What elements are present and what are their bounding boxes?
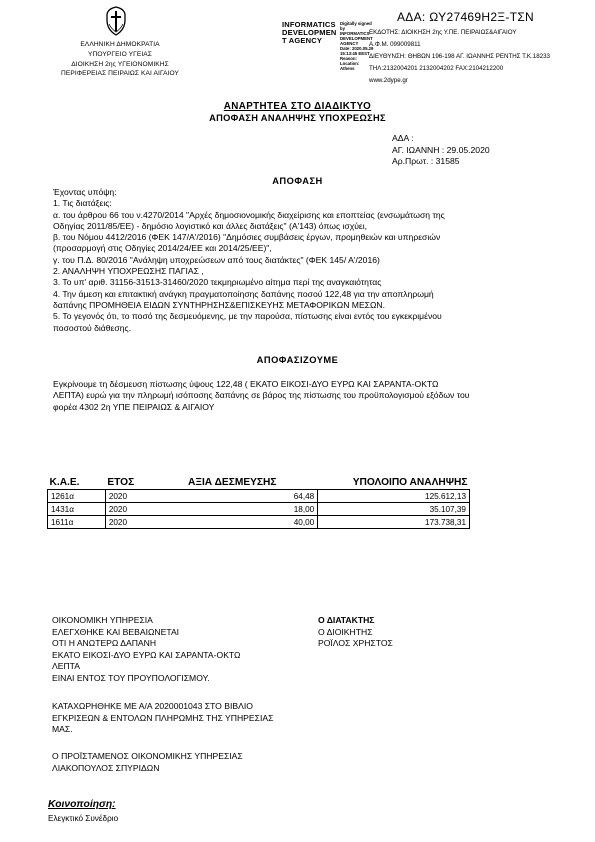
consideration-line: (προσαρμογή στις Οδηγίες 2014/24/ΕΕ και 2014/25/ΕΕ)", [53, 243, 272, 254]
ministry-line: ΥΠΟΥΡΓΕΙΟ ΥΓΕΙΑΣ [88, 50, 152, 58]
sig-line: 15:13:45 EEST [340, 51, 370, 56]
cell-commitment: 40,00 [170, 516, 318, 529]
approver-name: ΡΟΪΛΟΣ ΧΡΗΣΤΟΣ [318, 638, 393, 648]
cell-commitment: 64,48 [170, 490, 318, 503]
decide-heading: ΑΠΟΦΑΣΙΖΟΥΜΕ [256, 355, 339, 365]
cell-year: 2020 [105, 490, 170, 503]
sig-line: Date: 2020.05.29 [340, 46, 374, 51]
protocol-number: Αρ.Πρωτ. : 31585 [392, 156, 460, 166]
ministry-line: ΕΛΛΗΝΙΚΗ ΔΗΜΟΚΡΑΤΙΑ [80, 41, 160, 48]
ada-field: ΑΔΑ : [392, 133, 414, 143]
header-remaining-balance: ΥΠΟΛΟΙΠΟ ΑΝΑΛΗΨΗΣ [318, 476, 470, 490]
issuer-website: www.2dype.gr [369, 77, 408, 84]
head-fin-name: ΛΙΑΚΟΠΟΥΛΟΣ ΣΠΥΡΙΔΩΝ [52, 762, 160, 773]
header-year: ΕΤΟΣ [105, 476, 170, 490]
table-row [48, 503, 470, 516]
consideration-line: δαπάνης ΠΡΟΜΗΘΕΙΑ ΕΙΔΩΝ ΣΥΝΤΗΡΗΣΗΣ&ΕΠΙΣΚΕΥΗΣ ΜΕΤΑΦΟΡΙΚΩΝ ΜΕΣΩΝ. [53, 299, 386, 310]
commitment-text [53, 379, 553, 413]
header-kae: Κ.Α.Ε. [48, 476, 106, 490]
agency-line: T AGENCY [282, 36, 323, 46]
issuer-line: Α.Φ.Μ. 099009811 [369, 41, 421, 48]
budget-table [47, 476, 470, 529]
sig-line: INFORMATICS [340, 31, 370, 36]
cell-year: 2020 [105, 503, 170, 516]
consideration-line: Οδηγίας 2011/85/ΕΕ) - δημόσιο λογιστικό και άλλες διατάξεις" (Α'143) όπως ισχύει, [53, 220, 368, 231]
sig-line: AGENCY [340, 41, 359, 46]
header-commitment-value: ΑΞΙΑ ΔΕΣΜΕΥΣΗΣ [170, 476, 318, 490]
fin-line: ΕΙΝΑΙ ΕΝΤΟΣ ΤΟΥ ΠΡΟΥΠΟΛΟΓΙΣΜΟΥ. [52, 672, 210, 683]
recorded-line: ΕΓΚΡΙΣΕΩΝ & ΕΝΤΟΛΩΝ ΠΛΗΡΩΜΗΣ ΤΗΣ ΥΠΗΡΕΣΙΑΣ [52, 712, 274, 723]
ministry-line: ΠΕΡΙΦΕΡΕΙΑΣ ΠΕΙΡΑΙΩΣ ΚΑΙ ΑΙΓΑΙΟΥ [60, 70, 180, 78]
cell-remaining: 35.107,39 [318, 503, 470, 516]
head-fin-title: Ο ΠΡΟΪΣΤΑΜΕΝΟΣ ΟΙΚΟΝΟΜΙΚΗΣ ΥΠΗΡΕΣΙΑΣ [52, 751, 243, 761]
cell-kae: 1261α [48, 490, 106, 503]
cell-kae: 1611α [48, 516, 106, 529]
recorded-line: ΜΑΣ. [52, 724, 73, 734]
sig-line: Reason: [340, 56, 357, 61]
approver-role: Ο ΔΙΟΙΚΗΤΗΣ [318, 626, 373, 637]
approver-title: Ο ΔΙΑΤΑΚΤΗΣ [318, 615, 375, 625]
issuer-line: ΤΗΛ:2132004201 2132004202 FAX:2104212200 [369, 65, 504, 72]
sig-line: Digitally signed by [340, 21, 372, 31]
consideration-line: 4. Την άμεση και επιτακτική ανάγκη πραγματοποίησης δαπάνης ποσού 122,48 για την αποπληρωμή [53, 288, 434, 299]
ada-code-header: ΑΔΑ: ΩΥ27469Η2Ξ-ΤΣΝ [397, 10, 535, 24]
greek-emblem-icon [104, 6, 128, 36]
head-financial-block [52, 751, 243, 774]
issuer-line: ΔΙΕΥΘΥΝΣΗ: ΘΗΒΩΝ 196-198 ΑΓ. ΙΩΑΝΝΗΣ ΡΕΝΤΗΣ Τ.Κ.18233 [369, 53, 550, 60]
fin-line: ΟΙΚΟΝΟΜΙΚΗ ΥΠΗΡΕΣΙΑ [52, 615, 153, 625]
issuer-details [369, 27, 550, 87]
commitment-line: Εγκρίνουμε τη δέσμευση πίστωσης ύψους 122,48 ( ΕΚΑΤΟ ΕΙΚΟΣΙ-ΔΥΟ ΕΥΡΩ ΚΑΙ ΣΑΡΑΝΤΑ-ΟΚΤΩ [53, 379, 439, 389]
cell-remaining: 125.612,13 [318, 490, 470, 503]
consideration-line: 3. Το υπ' αριθ. 31156-31513-31460/2020 τεκμηριωμένο αίτημα περί της αναγκαιότητας [53, 277, 382, 288]
consideration-line: 2. ΑΝΑΛΗΨΗ ΥΠΟΧΡΕΩΣΗΣ ΠΑΓΙΑΣ , [53, 266, 204, 277]
commitment-line: ΛΕΠΤΑ) ευρώ για την πληρωμή ισόποσης δαπάνης σε βάρος της πίστωσης του προϋπολογισμού εξόδων του [53, 390, 470, 401]
cell-commitment: 18,00 [170, 503, 318, 516]
approver-block [318, 615, 393, 650]
cell-remaining: 173.738,31 [318, 516, 470, 529]
document-meta [392, 133, 490, 168]
commitment-line: φορέα 4302 2η ΥΠΕ ΠΕΙΡΑΙΩΣ & ΑΙΓΑΙΟΥ [53, 401, 215, 412]
sig-line: DEVELOPMENT [340, 36, 373, 41]
considerations-list [53, 187, 553, 334]
consideration-line: β. του Νόμου 4412/2016 (ΦΕΚ 147/Α'/2016) "Δημόσιες συμβάσεις έργων, προμηθειών και υπηρεσιών [53, 232, 441, 243]
sig-line: Location: Athens [340, 61, 360, 71]
consideration-line: Έχοντας υπόψη: [53, 187, 117, 197]
ministry-line: ΔΙΟΙΚΗΣΗ 2ης ΥΓΕΙΟΝΟΜΙΚΗΣ [71, 60, 169, 68]
consideration-line: 5. Το γεγονός ότι, το ποσό της δεσμευόμενης, με την παρούσα, πίστωσης είναι εντός του εγκεκριμένου [53, 311, 442, 322]
financial-service-block [52, 615, 240, 684]
ministry-block [55, 40, 185, 79]
place-date: ΑΓ. ΙΩΑΝΝΗ : 29.05.2020 [392, 144, 490, 155]
fin-line: ΛΕΠΤΑ [52, 661, 81, 671]
agency-signature-label [282, 21, 337, 46]
table-row [48, 516, 470, 529]
table-row [48, 490, 470, 503]
cell-year: 2020 [105, 516, 170, 529]
consideration-line: γ. του Π.Δ. 80/2016 "Ανάληψη υποχρεώσεων από τους διατάκτες" (ΦΕΚ 145/ Α'/2016) [53, 254, 380, 265]
consideration-line: 1. Τις διατάξεις: [53, 198, 112, 209]
fin-line: ΟΤΙ Η ΑΝΩΤΕΡΩ ΔΑΠΑΝΗ [52, 638, 157, 648]
document-subtitle: ΑΠΟΦΑΣΗ ΑΝΑΛΗΨΗΣ ΥΠΟΧΡΕΩΣΗΣ [209, 113, 386, 123]
table-header-row [48, 476, 470, 490]
agency-line: INFORMATICS [282, 20, 336, 29]
fin-line: ΕΚΑΤΟ ΕΙΚΟΣΙ-ΔΥΟ ΕΥΡΩ ΚΑΙ ΣΑΡΑΝΤΑ-ΟΚΤΩ [52, 649, 241, 660]
issuer-line: ΕΚΔΟΤΗΣ: ΔΙΟΙΚΗΣΗ 2ης Υ.ΠΕ. ΠΕΙΡΑΙΩΣ&ΑΙΓΑΙΟΥ [369, 29, 517, 36]
decision-heading: ΑΠΟΦΑΣΗ [272, 176, 323, 186]
agency-line: DEVELOPMEN [282, 28, 337, 38]
document-title: ΑΝΑΡΤΗΤΕΑ ΣΤΟ ΔΙΑΔΙΚΤΥΟ [223, 101, 372, 112]
consideration-line: α. του άρθρου 66 του ν.4270/2014 "Αρχές δημοσιονομικής διαχείρισης και εποπτείας (ενσωμάτωση της [53, 209, 445, 220]
fin-line: ΕΛΕΓΧΘΗΚΕ ΚΑΙ ΒΕΒΑΙΩΝΕΤΑΙ [52, 626, 180, 637]
cell-kae: 1431α [48, 503, 106, 516]
consideration-line: ποσοστού διάθεσης. [53, 322, 131, 333]
notification-heading: Κοινοποίηση: [48, 799, 116, 810]
recorded-block [52, 701, 273, 736]
notification-recipient: Ελεγκτικό Συνέδριο [48, 814, 119, 823]
recorded-line: ΚΑΤΑΧΩΡΗΘΗΚΕ ΜΕ Α/Α 2020001043 ΣΤΟ ΒΙΒΛΙΟ [52, 701, 253, 711]
